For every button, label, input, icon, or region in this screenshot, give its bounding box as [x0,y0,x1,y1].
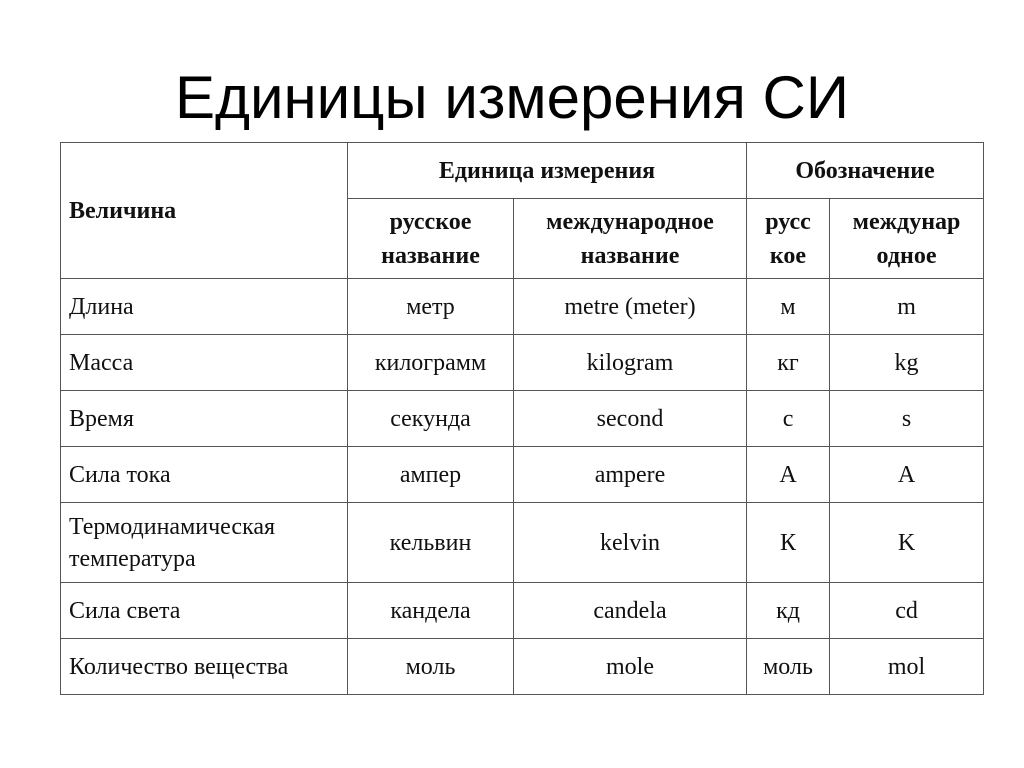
cell-quantity: Количество вещества [61,639,348,695]
cell-unit-intl: mole [514,639,747,695]
cell-quantity: Сила тока [61,447,348,503]
cell-unit-ru: моль [348,639,514,695]
cell-unit-intl: ampere [514,447,747,503]
cell-symbol-ru: К [747,503,830,583]
cell-unit-ru: ампер [348,447,514,503]
cell-unit-intl: metre (meter) [514,279,747,335]
cell-unit-ru: секунда [348,391,514,447]
cell-symbol-intl: m [830,279,984,335]
cell-symbol-ru: кг [747,335,830,391]
cell-symbol-intl: s [830,391,984,447]
cell-quantity: Время [61,391,348,447]
header-unit-ru: русское название [348,199,514,279]
header-quantity: Величина [61,143,348,279]
cell-quantity: Сила света [61,583,348,639]
cell-unit-intl: kelvin [514,503,747,583]
cell-unit-ru: кельвин [348,503,514,583]
table-row [61,391,984,447]
header-symbol-ru: русс кое [747,199,830,279]
cell-unit-intl: candela [514,583,747,639]
cell-symbol-ru: с [747,391,830,447]
header-unit-intl: международное название [514,199,747,279]
cell-symbol-ru: кд [747,583,830,639]
slide-title: Единицы измерения СИ [174,64,849,131]
cell-symbol-ru: А [747,447,830,503]
cell-symbol-intl: kg [830,335,984,391]
header-unit-group: Единица измерения [348,143,747,199]
cell-unit-ru: метр [348,279,514,335]
table-row [61,335,984,391]
table-header-row [61,143,984,199]
cell-symbol-ru: моль [747,639,830,695]
cell-symbol-intl: A [830,447,984,503]
table-row [61,447,984,503]
cell-unit-intl: kilogram [514,335,747,391]
cell-symbol-intl: K [830,503,984,583]
cell-symbol-ru: м [747,279,830,335]
table-row [61,583,984,639]
cell-symbol-intl: cd [830,583,984,639]
cell-unit-ru: кандела [348,583,514,639]
header-symbol-intl: междунар одное [830,199,984,279]
cell-quantity: Длина [61,279,348,335]
cell-unit-intl: second [514,391,747,447]
cell-quantity: Масса [61,335,348,391]
cell-quantity: Термодинамическая температура [61,503,348,583]
si-units-table [60,142,984,695]
table-row [61,279,984,335]
header-symbol-group: Обозначение [747,143,984,199]
table-row [61,503,984,583]
cell-unit-ru: килограмм [348,335,514,391]
table-row [61,639,984,695]
cell-symbol-intl: mol [830,639,984,695]
